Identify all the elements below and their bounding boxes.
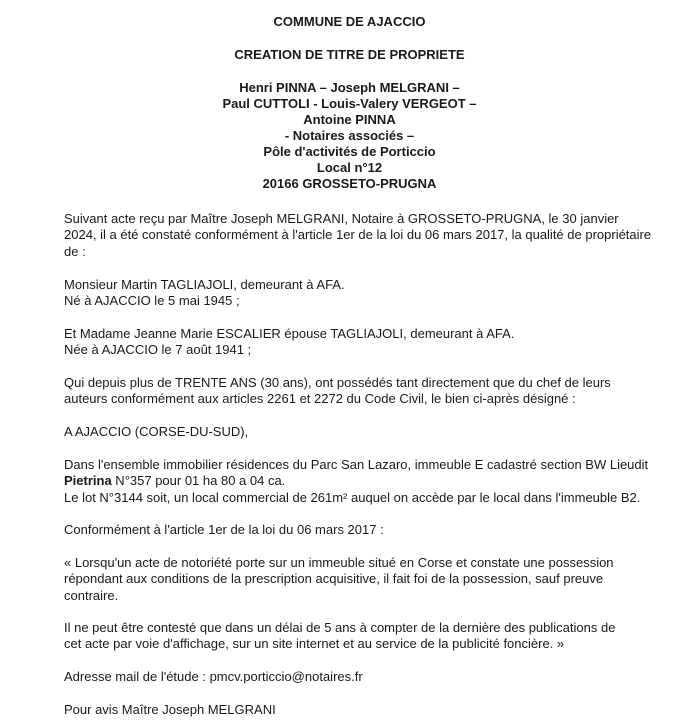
- commune-title: COMMUNE DE AJACCIO: [273, 14, 426, 29]
- notaires-line: Paul CUTTOLI - Louis-Valery VERGEOT –: [222, 96, 477, 111]
- notaires-line: Local n°12: [316, 160, 383, 175]
- email-address: pmcv.porticcio@notaires.fr: [209, 669, 363, 684]
- person2-paragraph: [64, 326, 689, 359]
- intro-paragraph: [64, 211, 689, 260]
- text-line: répondant aux conditions de la prescription acquisitive, il fait foi de la possession, sauf preuve: [64, 571, 604, 587]
- text-line: Qui depuis plus de TRENTE ANS (30 ans), ont possédés tant directement que du chef de leurs: [64, 375, 611, 390]
- parcel-detail: N°357 pour 01 ha 80 a 04 ca.: [111, 473, 286, 489]
- text-line: « Lorsqu'un acte de notoriété porte sur un immeuble situé en Corse et constate une possession: [64, 555, 614, 570]
- signature-line: Pour avis Maître Joseph MELGRANI: [64, 702, 276, 717]
- text-line: A AJACCIO (CORSE-DU-SUD),: [64, 424, 249, 439]
- text-line: auteurs conformément aux articles 2261 et 2272 du Code Civil, le bien ci-après désigné :: [64, 391, 576, 407]
- text-line: Monsieur Martin TAGLIAJOLI, demeurant à AFA.: [64, 277, 345, 292]
- notaires-line: 20166 GROSSETO-PRUGNA: [262, 176, 437, 191]
- text-line: contraire.: [64, 587, 119, 603]
- quote1-paragraph: [64, 555, 689, 604]
- person1-paragraph: [64, 277, 689, 310]
- text-line: Conformément à l'article 1er de la loi du 06 mars 2017 :: [64, 522, 384, 537]
- email-label: Adresse mail de l'étude :: [64, 669, 210, 684]
- lieudit-name: Pietrina: [64, 473, 112, 489]
- notaires-line: Pôle d'activités de Porticcio: [263, 144, 436, 159]
- location-paragraph: [64, 424, 689, 440]
- signature-paragraph: [64, 702, 689, 718]
- property-paragraph: [64, 457, 689, 506]
- text-line: de :: [64, 243, 86, 259]
- text-line: Née à AJACCIO le 7 août 1941 ;: [64, 342, 252, 358]
- quote2-paragraph: [64, 620, 689, 653]
- email-paragraph: [64, 669, 689, 685]
- text-line: Dans l'ensemble immobilier résidences du Parc San Lazaro, immeuble E cadastré section BW Lieudit: [64, 457, 649, 472]
- conformement-paragraph: [64, 522, 689, 538]
- notaires-block: [0, 80, 699, 192]
- notaires-line: Antoine PINNA: [303, 112, 396, 127]
- text-line: cet acte par voie d'affichage, sur un site internet et au service de la publicité foncière. »: [64, 636, 565, 652]
- text-line: Le lot N°3144 soit, un local commercial de 261m² auquel on accède par le local dans l'immeuble B2.: [64, 489, 641, 505]
- text-line: Né à AJACCIO le 5 mai 1945 ;: [64, 293, 240, 309]
- text-line: Suivant acte reçu par Maître Joseph MELGRANI, Notaire à GROSSETO-PRUGNA, le 30 janvier: [64, 211, 619, 226]
- text-line: Il ne peut être contesté que dans un délai de 5 ans à compter de la dernière des publications de: [64, 620, 616, 635]
- text-line: [64, 473, 689, 489]
- possession-paragraph: [64, 375, 689, 408]
- notaires-line: - Notaires associés –: [284, 128, 415, 143]
- notaires-line: Henri PINNA – Joseph MELGRANI –: [239, 80, 460, 95]
- document-title: CREATION DE TITRE DE PROPRIETE: [234, 47, 465, 62]
- text-line: 2024, il a été constaté conformément à l'article 1er de la loi du 06 mars 2017, la qualité de propriétaire: [64, 227, 652, 243]
- text-line: Et Madame Jeanne Marie ESCALIER épouse TAGLIAJOLI, demeurant à AFA.: [64, 326, 515, 341]
- text-line: [64, 669, 689, 685]
